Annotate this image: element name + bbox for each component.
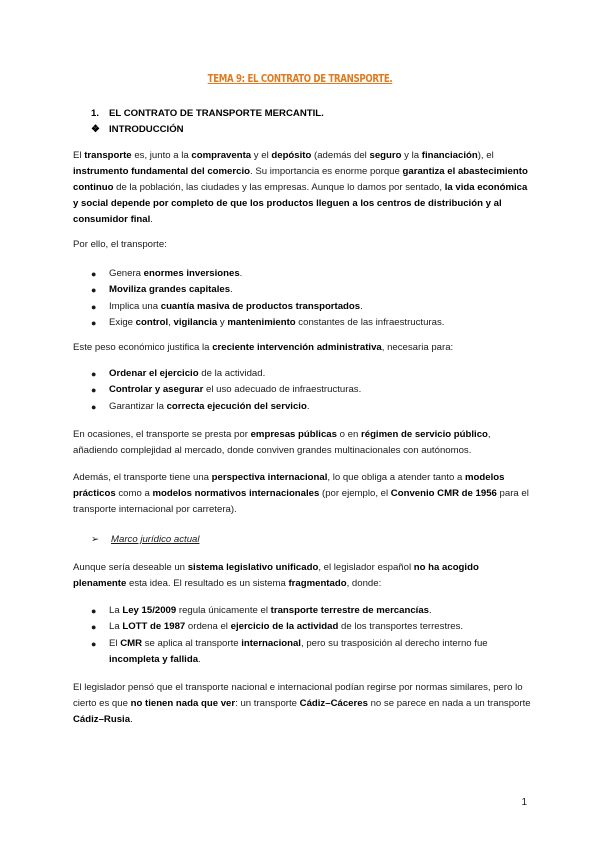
paragraph-sistema-legislativo: Aunque sería deseable un sistema legislativo unificado, el legislador español no ha acogido plenamente esta idea. El resultado es un sistema fragmentado, donde: — [73, 562, 479, 589]
bullet-dot-icon: ● — [91, 269, 97, 279]
bold-text: garantiza el abastecimiento continuo — [73, 166, 528, 193]
bold-text: Controlar y asegurar — [109, 384, 204, 396]
bullet-dot-icon: ● — [91, 317, 97, 328]
bold-text: modelos normativos internacionales — [152, 488, 320, 499]
bold-text: internacional — [241, 637, 301, 649]
bold-text: cuantía masiva de productos transportados — [160, 300, 361, 312]
bold-text: enormes inversiones — [143, 268, 240, 279]
bold-text: transporte terrestre de mercancías — [270, 605, 430, 616]
paragraph-por-ello: Por ello, el transporte: — [73, 239, 167, 250]
list-item: ● Moviliza grandes capitales. — [91, 282, 531, 298]
bullet-dot-icon: ● — [91, 385, 97, 396]
diamond-bullet-icon: ❖ — [91, 124, 100, 135]
bold-text: Ordenar el ejercicio — [109, 368, 199, 379]
bold-text: incompleta y fallida — [109, 653, 199, 665]
bold-text: vigilancia — [173, 316, 218, 328]
bullet-dot-icon: ● — [91, 301, 97, 312]
document-title: TEMA 9: EL CONTRATO DE TRANSPORTE. — [207, 73, 393, 85]
subsection-heading — [91, 124, 184, 135]
section-heading-text: EL CONTRATO DE TRANSPORTE MERCANTIL. — [109, 108, 324, 119]
arrow-bullet-icon: ➢ — [91, 534, 100, 545]
bold-text: empresas públicas — [250, 429, 337, 440]
page-number: 1 — [521, 797, 527, 808]
bold-text: Cádiz–Rusia — [73, 714, 131, 725]
bullet-list-transporte — [91, 266, 531, 331]
bold-text: LOTT de 1987 — [122, 621, 186, 633]
list-item: ● La Ley 15/2009 regula únicamente el transporte terrestre de mercancías. — [91, 603, 531, 619]
paragraph-intro: El transporte es, junto a la compraventa y el depósito (además del seguro y la financiación), el instrumento fundamental del comercio. Su importancia es enorme porque garantiza el abastecimiento continuo de la población, las ciudades y las empresas. Aunque lo damos por sentado, la vida económica y social depende por completo de que los productos lleguen a los centros de distribución y al consumidor final. — [73, 150, 528, 225]
bold-text: depósito — [271, 150, 312, 161]
paragraph-empresas-publicas: En ocasiones, el transporte se presta por empresas públicas o en régimen de servicio público, añadiendo complejidad al mercado, donde conviven grandes multinacionales con autónomos. — [73, 429, 491, 456]
bold-text: no ha acogido plenamente — [73, 562, 479, 589]
bold-text: modelos prácticos — [73, 472, 505, 499]
paragraph-perspectiva-internacional: Además, el transporte tiene una perspectiva internacional, lo que obliga a atender tanto a modelos prácticos como a modelos normativos internacionales (por ejemplo, el Convenio CMR de 1956 para el transporte internacional por carretera). — [73, 472, 529, 515]
paragraph-conclusion: El legislador pensó que el transporte nacional e internacional podían regirse por normas similares, pero lo cierto es que no tienen nada que ver: un transporte Cádiz–Cáceres no se parece en nada a un transporte Cádiz–Rusia. — [73, 682, 531, 725]
bold-text: seguro — [369, 150, 402, 161]
paragraph-peso-economico: Este peso económico justifica la creciente intervención administrativa, necesaria para: — [73, 342, 454, 353]
bullet-list-normas — [91, 603, 531, 668]
bullet-dot-icon: ● — [91, 638, 97, 649]
bold-text: Convenio CMR de 1956 — [390, 488, 497, 499]
subheading-marco-juridico — [91, 534, 200, 545]
bold-text: ejercicio de la actividad — [230, 621, 339, 633]
bold-text: control — [135, 316, 169, 328]
bold-text: régimen de servicio público — [361, 429, 488, 440]
bold-text: perspectiva internacional — [211, 472, 328, 483]
bold-text: la vida económica y social depende por completo de que los productos lleguen a los centros de distribución y al consumidor final — [73, 182, 528, 225]
list-item: ● Ordenar el ejercicio de la actividad. — [91, 366, 531, 382]
bold-text: Ley 15/2009 — [122, 605, 177, 616]
bullet-dot-icon: ● — [91, 401, 97, 412]
section-number: 1. — [91, 108, 100, 119]
bold-text: financiación — [421, 150, 478, 161]
list-item: ● El CMR se aplica al transporte internacional, pero su trasposición al derecho interno fue incompleta y fallida. — [91, 637, 488, 665]
bullet-dot-icon: ● — [91, 606, 97, 616]
bullet-dot-icon: ● — [91, 369, 97, 379]
list-item: ● Exige control, vigilancia y mantenimiento constantes de las infraestructuras. — [91, 315, 531, 331]
list-item: ● Controlar y asegurar el uso adecuado de infraestructuras. — [91, 382, 531, 398]
bold-text: no tienen nada que ver — [130, 698, 236, 709]
list-item: ● Implica una cuantía masiva de productos transportados. — [91, 299, 531, 315]
list-item: ● Garantizar la correcta ejecución del servicio. — [91, 399, 531, 415]
bold-text: transporte — [84, 150, 132, 161]
bold-text: CMR — [120, 637, 143, 649]
bold-text: fragmentado — [288, 578, 347, 589]
list-item: ● La LOTT de 1987 ordena el ejercicio de la actividad de los transportes terrestres. — [91, 619, 531, 635]
bullet-list-intervencion — [91, 366, 531, 415]
section-heading — [91, 108, 324, 119]
bold-text: Cádiz–Cáceres — [299, 698, 368, 709]
subsection-heading-text: INTRODUCCIÓN — [109, 124, 184, 135]
bold-text: sistema legislativo unificado — [187, 562, 319, 573]
bold-text: Moviliza grandes capitales — [109, 284, 231, 296]
bullet-dot-icon: ● — [91, 285, 97, 296]
bullet-dot-icon: ● — [91, 622, 97, 633]
bold-text: instrumento fundamental del comercio — [73, 166, 250, 177]
bold-text: correcta ejecución del servicio — [166, 400, 307, 412]
bold-text: compraventa — [191, 150, 252, 161]
subheading-text: Marco jurídico actual — [111, 534, 200, 545]
list-item: ● Genera enormes inversiones. — [91, 266, 531, 282]
bold-text: mantenimiento — [227, 316, 296, 328]
bold-text: creciente intervención administrativa — [212, 342, 382, 353]
